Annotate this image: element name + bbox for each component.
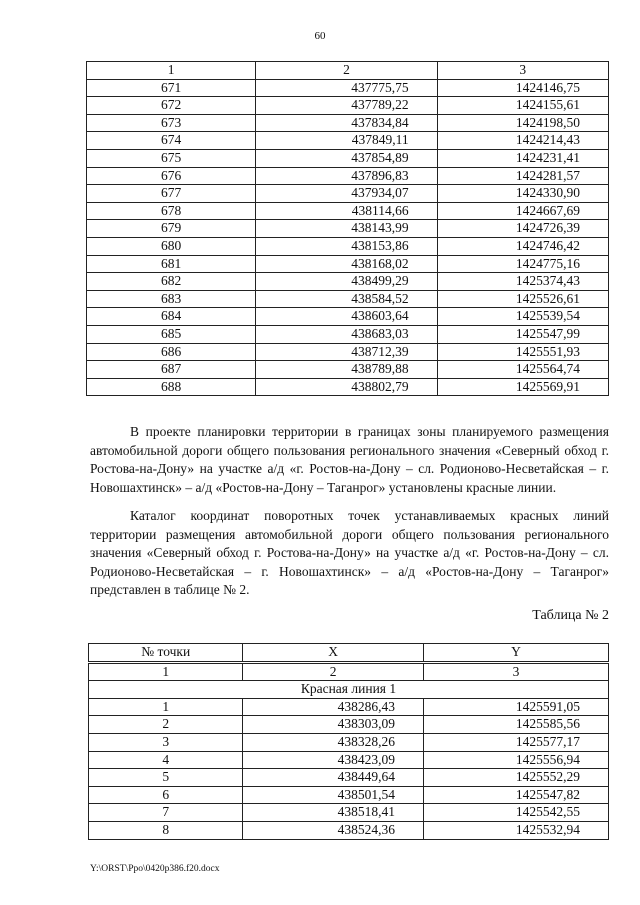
table-cell: 686 xyxy=(87,343,256,361)
table-row xyxy=(89,698,609,716)
table-cell: 438712,39 xyxy=(256,343,437,361)
table-cell: 1425569,91 xyxy=(437,378,608,396)
red-line-coordinates-table xyxy=(88,643,609,840)
table-row xyxy=(87,255,609,273)
table-cell: 1425547,82 xyxy=(423,786,608,804)
paragraph-red-lines xyxy=(90,423,609,497)
table2-column-number: 1 xyxy=(89,662,243,681)
table-row xyxy=(87,97,609,115)
table-cell: 682 xyxy=(87,273,256,291)
table-cell: 1424146,75 xyxy=(437,79,608,97)
table-cell: 1424281,57 xyxy=(437,167,608,185)
table-row xyxy=(89,716,609,734)
table-cell: 676 xyxy=(87,167,256,185)
table2-section-row xyxy=(89,681,609,699)
table-cell: 1424155,61 xyxy=(437,97,608,115)
table2-header-row xyxy=(89,644,609,663)
table-row xyxy=(89,769,609,787)
table-row xyxy=(87,361,609,379)
table-cell: 438802,79 xyxy=(256,378,437,396)
table1-header-cell: 1 xyxy=(87,62,256,80)
table-cell: 437896,83 xyxy=(256,167,437,185)
page-number: 60 xyxy=(314,30,326,42)
table-cell: 1424330,90 xyxy=(437,185,608,203)
table-cell: 1425542,55 xyxy=(423,804,608,822)
table-cell: 1424214,43 xyxy=(437,132,608,150)
table-cell: 677 xyxy=(87,185,256,203)
table-cell: 675 xyxy=(87,149,256,167)
table-row xyxy=(87,325,609,343)
table-row xyxy=(87,343,609,361)
table-cell: 438501,54 xyxy=(243,786,424,804)
table-row xyxy=(87,149,609,167)
table-row xyxy=(89,751,609,769)
table-row xyxy=(87,220,609,238)
table-row xyxy=(89,821,609,839)
table-cell: 1425556,94 xyxy=(423,751,608,769)
table-cell: 1425374,43 xyxy=(437,273,608,291)
table-cell: 438168,02 xyxy=(256,255,437,273)
table1-column-numbers xyxy=(87,62,609,80)
table-cell: 688 xyxy=(87,378,256,396)
table-cell: 674 xyxy=(87,132,256,150)
paragraph-text: Каталог координат поворотных точек устанавливаемых красных линий территории размещения автомобильной дороги общего пользования регионального значения «Северный обход г. Ростова-на-Дону» на участке а/д «г. Ростов-на-Дону – сл. Родионово-Несветайская – г. Новошахтинск» – а/д «Ростов-на-Дону – Таганрог» представлен в таблице № 2. xyxy=(90,508,609,597)
table-cell: 1425577,17 xyxy=(423,733,608,751)
table-cell: 438303,09 xyxy=(243,716,424,734)
table-row xyxy=(87,378,609,396)
table-cell: 678 xyxy=(87,202,256,220)
table-cell: 3 xyxy=(89,733,243,751)
table2-column-number: 3 xyxy=(423,662,608,681)
table-cell: 438518,41 xyxy=(243,804,424,822)
paragraph-text: В проекте планировки территории в границах зоны планируемого размещения автомобильной дороги общего пользования регионального значения «Северный обход г. Ростова-на-Дону» на участке а/д «г. Ростов-на-Дону – сл. Родионово-Несветайская – г. Новошахтинск» – а/д «Ростов-на-Дону – Таганрог» установлены красные линии. xyxy=(90,424,609,495)
table2-body xyxy=(89,698,609,839)
table-cell: 5 xyxy=(89,769,243,787)
table1-header-cell: 2 xyxy=(256,62,437,80)
table-cell: 1424231,41 xyxy=(437,149,608,167)
table-cell: 1425552,29 xyxy=(423,769,608,787)
table-row xyxy=(87,202,609,220)
coordinates-table-continued xyxy=(86,61,609,396)
table-cell: 1425547,99 xyxy=(437,325,608,343)
table-row xyxy=(87,79,609,97)
table-cell: 1425585,56 xyxy=(423,716,608,734)
table-cell: 679 xyxy=(87,220,256,238)
table-cell: 673 xyxy=(87,114,256,132)
table-cell: 438286,43 xyxy=(243,698,424,716)
table-cell: 438153,86 xyxy=(256,237,437,255)
table-cell: 437854,89 xyxy=(256,149,437,167)
table-cell: 1425564,74 xyxy=(437,361,608,379)
table-cell: 1425526,61 xyxy=(437,290,608,308)
table-cell: 1424726,39 xyxy=(437,220,608,238)
table-cell: 438143,99 xyxy=(256,220,437,238)
table-row xyxy=(87,185,609,203)
table-cell: 671 xyxy=(87,79,256,97)
table-cell: 1425551,93 xyxy=(437,343,608,361)
table-cell: 438423,09 xyxy=(243,751,424,769)
table-cell: 438524,36 xyxy=(243,821,424,839)
table-cell: 1425532,94 xyxy=(423,821,608,839)
table-cell: 685 xyxy=(87,325,256,343)
table-cell: 6 xyxy=(89,786,243,804)
table2-header-point: № точки xyxy=(89,644,243,663)
table-cell: 438449,64 xyxy=(243,769,424,787)
table2-caption: Таблица № 2 xyxy=(532,608,609,623)
table-row xyxy=(87,114,609,132)
table-cell: 7 xyxy=(89,804,243,822)
table-cell: 4 xyxy=(89,751,243,769)
table-cell: 1424746,42 xyxy=(437,237,608,255)
table1-body xyxy=(87,79,609,396)
table1-header-cell: 3 xyxy=(437,62,608,80)
table-cell: 672 xyxy=(87,97,256,115)
table-cell: 681 xyxy=(87,255,256,273)
document-file-path: Y:\ORST\Ppo\0420p386.f20.docx xyxy=(90,864,220,874)
table-row xyxy=(87,308,609,326)
table-cell: 437849,11 xyxy=(256,132,437,150)
table-cell: 437934,07 xyxy=(256,185,437,203)
table-row xyxy=(89,786,609,804)
table-row xyxy=(87,237,609,255)
table-cell: 1425539,54 xyxy=(437,308,608,326)
table-row xyxy=(87,132,609,150)
table-row xyxy=(89,733,609,751)
table-cell: 438499,29 xyxy=(256,273,437,291)
table-cell: 680 xyxy=(87,237,256,255)
table2-section-title: Красная линия 1 xyxy=(89,681,609,699)
table-cell: 437789,22 xyxy=(256,97,437,115)
table-cell: 8 xyxy=(89,821,243,839)
table-cell: 684 xyxy=(87,308,256,326)
table-cell: 1424667,69 xyxy=(437,202,608,220)
table-row xyxy=(89,804,609,822)
table-cell: 437775,75 xyxy=(256,79,437,97)
table-cell: 438114,66 xyxy=(256,202,437,220)
table-cell: 438683,03 xyxy=(256,325,437,343)
table-cell: 438789,88 xyxy=(256,361,437,379)
table-cell: 687 xyxy=(87,361,256,379)
table-cell: 1424775,16 xyxy=(437,255,608,273)
table-cell: 438584,52 xyxy=(256,290,437,308)
table-cell: 1424198,50 xyxy=(437,114,608,132)
table-cell: 1 xyxy=(89,698,243,716)
table-row xyxy=(87,273,609,291)
table-row xyxy=(87,167,609,185)
table-cell: 437834,84 xyxy=(256,114,437,132)
table-cell: 2 xyxy=(89,716,243,734)
table-cell: 438328,26 xyxy=(243,733,424,751)
table2-header-x: X xyxy=(243,644,424,663)
paragraph-catalog xyxy=(90,507,609,600)
table2-column-number: 2 xyxy=(243,662,424,681)
table-row xyxy=(87,290,609,308)
table-cell: 683 xyxy=(87,290,256,308)
table-cell: 438603,64 xyxy=(256,308,437,326)
table-cell: 1425591,05 xyxy=(423,698,608,716)
table2-column-numbers xyxy=(89,662,609,681)
table2-header-y: Y xyxy=(423,644,608,663)
